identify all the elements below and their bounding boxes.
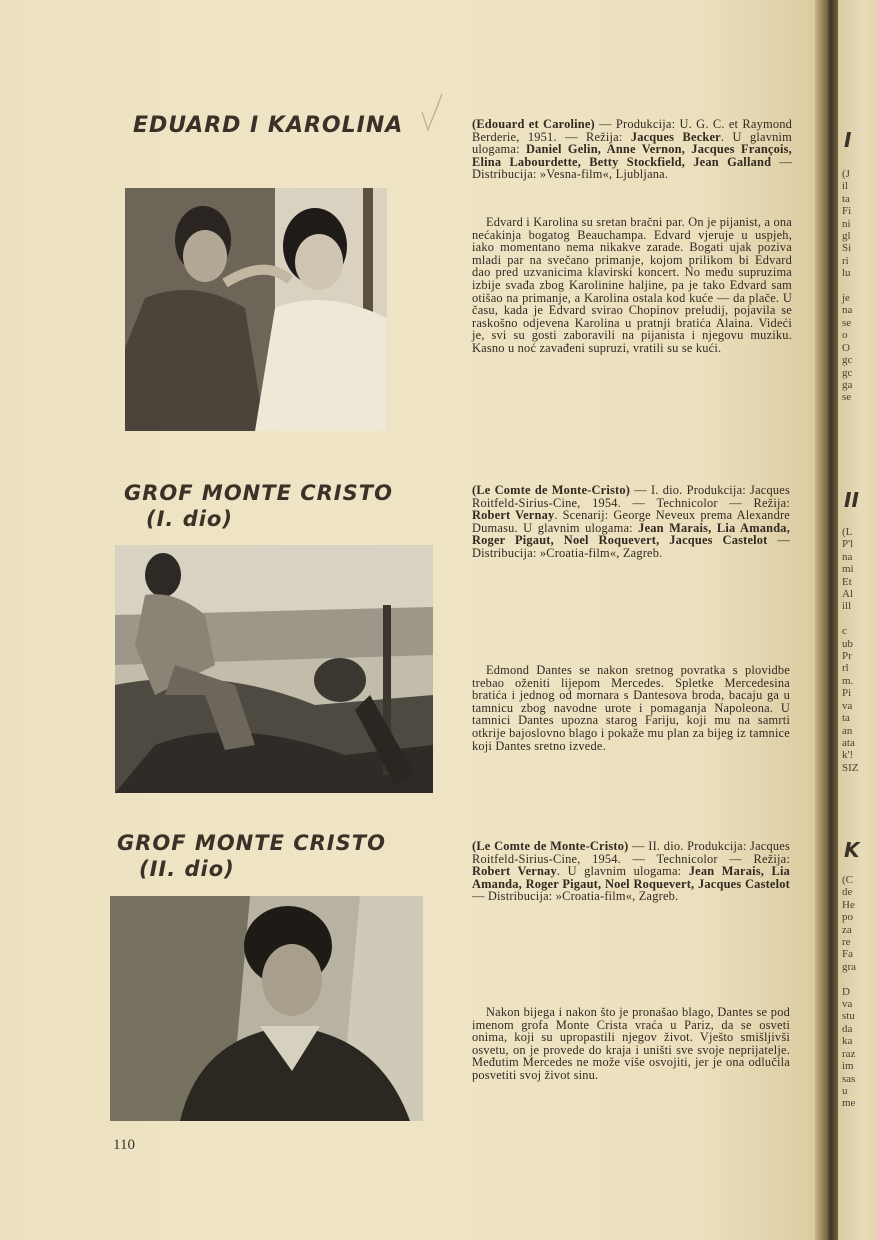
adjacent-text-line: k'! xyxy=(842,749,854,762)
adjacent-page-edge xyxy=(838,0,877,1240)
adjacent-text-line: me xyxy=(842,1097,856,1110)
director-name: Robert Vernay xyxy=(472,508,555,523)
adjacent-text-line: gra xyxy=(842,960,857,973)
film-credits xyxy=(472,840,790,903)
adjacent-text-line: Fi xyxy=(842,205,852,218)
adjacent-text-line: ill xyxy=(842,600,852,613)
adjacent-text-line: im xyxy=(842,1060,854,1073)
adjacent-text-line: (J xyxy=(842,168,850,180)
adjacent-text-line: ni xyxy=(842,217,851,230)
film-title-part: (I. dio) xyxy=(146,507,233,531)
adjacent-text-line: gl xyxy=(842,230,851,243)
adjacent-text-line xyxy=(842,973,877,985)
director-name: Robert Vernay xyxy=(472,864,557,879)
adjacent-text-fragment-a xyxy=(842,168,877,404)
adjacent-text-line: re xyxy=(842,936,851,949)
film-still-grof-monte-cristo-1 xyxy=(115,545,433,793)
adjacent-text-line: ub xyxy=(842,637,853,650)
adjacent-text-fragment-b xyxy=(842,526,877,774)
adjacent-heading-fragment: II xyxy=(844,488,859,512)
adjacent-text-line xyxy=(842,280,877,292)
adjacent-text-line: ta xyxy=(842,192,850,205)
cast-intro: . U glavnim ulogama: xyxy=(556,864,689,879)
adjacent-text-line xyxy=(842,613,877,625)
film-credits xyxy=(472,118,792,181)
adjacent-text-line: ta xyxy=(842,712,850,725)
distribution-info: — Distribucija: »Vesna-film«, Ljubljana. xyxy=(472,154,792,182)
original-title: (Le Comte de Monte-Cristo) xyxy=(472,839,629,853)
cast-intro: . Scenarij: George Neveux prema Alexandre Dumasu. U glavnim ulogama: xyxy=(472,508,790,535)
film-still-grof-monte-cristo-2 xyxy=(110,896,423,1121)
cast-intro: . U glavnim ulogama: xyxy=(472,129,792,157)
adjacent-text-line: ga xyxy=(842,378,853,391)
adjacent-text-line: Pi xyxy=(842,687,852,700)
adjacent-text-line: an xyxy=(842,724,853,737)
adjacent-text-line: u xyxy=(842,1084,848,1097)
film-synopsis: Edmond Dantes se nakon sretnog povratka s plovidbe trebao oženiti lijepom Mercedes. Spletke Mercedesina bratića i jednog od mornara s Dantesova broda, bacaju ga u tamnicu zbog navodne urote i pomaganja Napoleona. U tamnici Dantes upozna starog Fariju, koji mu na samrti otkrije bajoslovno blago i pokaže mu plan za bijeg iz tamnice koji Dantes sretno izvede. xyxy=(472,663,790,753)
adjacent-text-line: va xyxy=(842,998,853,1011)
adjacent-text-line: ka xyxy=(842,1035,853,1048)
adjacent-text-line: il xyxy=(842,180,849,193)
film-credits xyxy=(472,484,790,560)
pencil-checkmark-icon xyxy=(420,92,444,132)
adjacent-text-line: sas xyxy=(842,1072,856,1085)
adjacent-text-line: ri xyxy=(842,254,849,267)
adjacent-text-fragment-c xyxy=(842,874,877,1110)
adjacent-text-line: raz xyxy=(842,1047,856,1060)
adjacent-text-line: D xyxy=(842,985,850,998)
adjacent-text-line: (L xyxy=(842,526,853,538)
adjacent-text-line: Pr xyxy=(842,650,852,663)
film-title-line: GROF MONTE CRISTO xyxy=(124,481,393,505)
adjacent-text-line: Fa xyxy=(842,948,853,961)
adjacent-text-line: na xyxy=(842,304,853,317)
film-title-line: GROF MONTE CRISTO xyxy=(117,831,386,855)
cast-list: Daniel Gelin, Anne Vernon, Jacques François, Elina Labourdette, Betty Stockfield, Jean Galland xyxy=(472,142,792,169)
adjacent-text-line: Et xyxy=(842,575,852,588)
adjacent-heading-fragment: K xyxy=(844,838,860,862)
adjacent-text-line: po xyxy=(842,911,853,924)
cast-list: Jean Marais, Lia Amanda, Roger Pigaut, Noel Roquevert, Jacques Castelot xyxy=(472,520,790,548)
director-name: Jacques Becker xyxy=(630,129,721,144)
distribution-info: — Distribucija: »Croatia-film«, Zagreb. xyxy=(472,889,679,904)
adjacent-text-line: o xyxy=(842,329,848,342)
film-synopsis: Nakon bijega i nakon što je pronašao blago, Dantes se pod imenom grofa Monte Crista vraća u Pariz, da se osveti onima, koji su upropastili njegov život. Vješto smišljivši osvetu, on je provede do kraja i uništi sve svoje neprijatelje. Međutim Mercedes ne može više osvojiti, jer je ona odlučila posvetiti svoj život sinu. xyxy=(472,1005,790,1082)
distribution-info: — Distribucija: »Croatia-film«, Zagreb. xyxy=(472,533,790,560)
adjacent-heading-fragment: I xyxy=(844,128,852,152)
film-still-eduard-i-karolina xyxy=(125,188,387,431)
adjacent-text-line: He xyxy=(842,898,855,911)
adjacent-text-line: lu xyxy=(842,267,851,280)
adjacent-text-line: se xyxy=(842,316,852,329)
adjacent-text-line: mi xyxy=(842,563,854,576)
original-title: (Edouard et Caroline) xyxy=(472,117,595,131)
adjacent-text-line: gc xyxy=(842,366,853,379)
film-title-line: EDUARD I KAROLINA xyxy=(133,113,404,138)
page-number: 110 xyxy=(113,1137,135,1153)
production-info: — II. dio. Produkcija: Jacques Roitfeld-Sirius-Cine, 1954. — Technicolor — Režija: xyxy=(472,839,790,866)
adjacent-text-line: O xyxy=(842,341,850,354)
adjacent-text-line: na xyxy=(842,550,853,563)
film-title-eduard-i-karolina xyxy=(133,113,403,138)
adjacent-text-line: rl xyxy=(842,662,849,675)
adjacent-text-line: za xyxy=(842,923,852,936)
adjacent-text-line: se xyxy=(842,391,852,404)
adjacent-text-line: (C xyxy=(842,874,853,886)
original-title: (Le Comte de Monte-Cristo) xyxy=(472,483,631,497)
adjacent-text-line: va xyxy=(842,699,853,712)
adjacent-text-line: je xyxy=(842,292,850,305)
adjacent-text-line: stu xyxy=(842,1010,855,1023)
adjacent-text-line: Al xyxy=(842,588,853,601)
film-title-part: (II. dio) xyxy=(139,857,235,881)
cast-list: Jean Marais, Lia Amanda, Roger Pigaut, Noel Roquevert, Jacques Castelot xyxy=(472,864,790,891)
production-info: — Produkcija: U. G. C. et Raymond Berderie, 1951. — Režija: xyxy=(472,117,793,144)
adjacent-text-line: de xyxy=(842,886,853,899)
adjacent-text-line: Si xyxy=(842,242,852,255)
adjacent-text-line: da xyxy=(842,1022,853,1035)
adjacent-text-line: ata xyxy=(842,736,855,749)
adjacent-text-line: SIZ xyxy=(842,761,859,774)
film-title-grof-monte-cristo-2 xyxy=(117,830,386,882)
adjacent-text-line: m. xyxy=(842,674,854,687)
adjacent-text-line: P'l xyxy=(842,538,854,551)
film-title-grof-monte-cristo-1 xyxy=(124,480,393,532)
film-synopsis: Edvard i Karolina su sretan bračni par. On je pijanist, a ona nećakinja bogatog Beauchampa. Edvard vjeruje u uspjeh, iako momentano nema nikakve zarade. Bogati ujak poziva mladi par na svečano primanje, kojom prilikom bi Edvard dao pred uzvanicima klavirski koncert. No među supruzima izbije svađa zbog Karolinine haljine, pa je tako Edvard sam otišao na primanje, a Karolina ostala kod kuće — da plače. U času, kada je Edvard svirao Chopinov preludij, pojavila se raskošno odjevena Karolina u pratnji bratića Alaina. Videći je, svi su gosti zaboravili na pijanista i njegovu muziku. Kasno u noć zavađeni supruzi, vratili su se kući. xyxy=(472,215,792,355)
adjacent-text-line: c xyxy=(842,625,847,638)
production-info: — I. dio. Produkcija: Jacques Roitfeld-Sirius-Cine, 1954. — Technicolor — Režija: xyxy=(472,483,790,510)
adjacent-text-line: gc xyxy=(842,354,853,367)
